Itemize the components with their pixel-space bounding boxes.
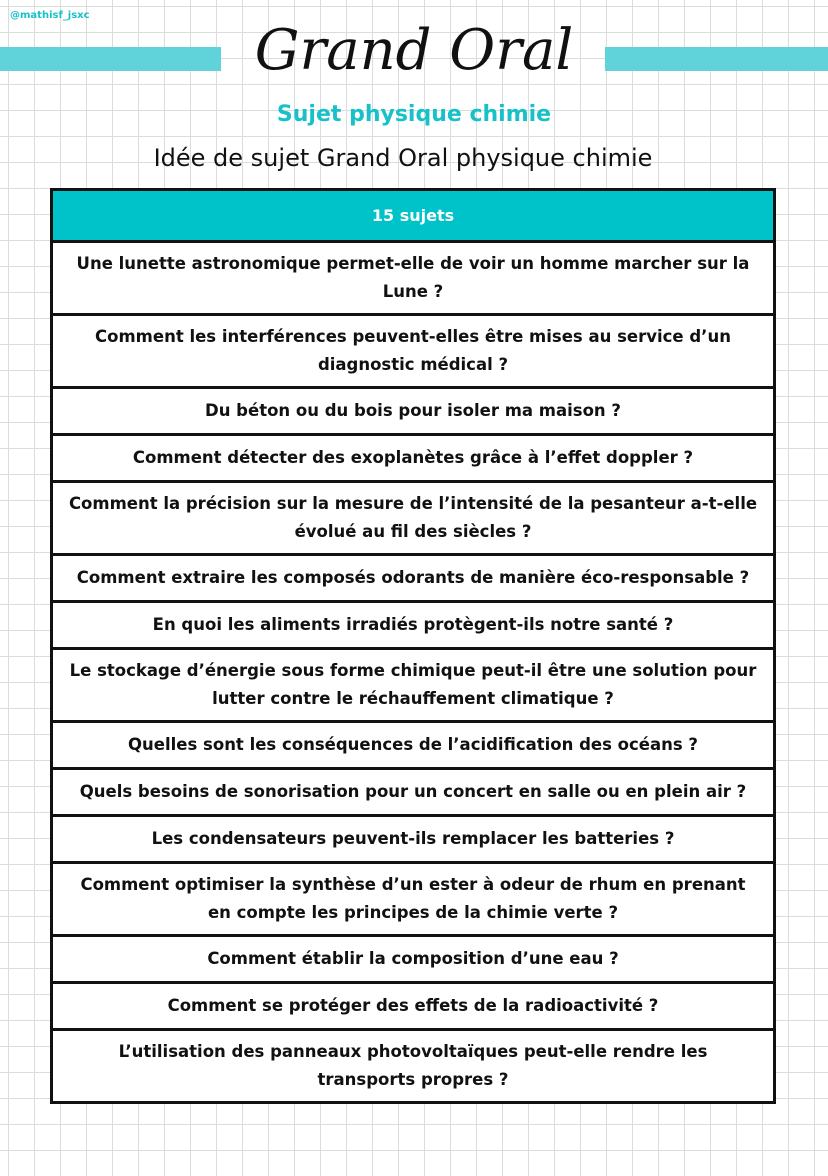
- subject-cell: Quels besoins de sonorisation pour un concert en salle ou en plein air ?: [52, 769, 775, 816]
- subject-cell: Le stockage d’énergie sous forme chimique peut-il être une solution pour lutter contre le réchauffement climatique ?: [52, 649, 775, 722]
- table-row: [52, 388, 775, 435]
- subject-cell: Les condensateurs peuvent-ils remplacer les batteries ?: [52, 816, 775, 863]
- table-row: [52, 816, 775, 863]
- table-row: [52, 769, 775, 816]
- author-handle: @mathisf_jsxc: [10, 10, 90, 21]
- subjects-table: [50, 188, 776, 1104]
- subject-cell: En quoi les aliments irradiés protègent-ils notre santé ?: [52, 602, 775, 649]
- table-row: [52, 983, 775, 1030]
- table-row: [52, 555, 775, 602]
- subject-cell: Comment la précision sur la mesure de l’intensité de la pesanteur a-t-elle évolué au fil des siècles ?: [52, 482, 775, 555]
- table-row: [52, 649, 775, 722]
- subject-cell: Comment les interférences peuvent-elles être mises au service d’un diagnostic médical ?: [52, 315, 775, 388]
- subject-cell: Comment se protéger des effets de la radioactivité ?: [52, 983, 775, 1030]
- table-row: [52, 722, 775, 769]
- subject-cell: Quelles sont les conséquences de l’acidification des océans ?: [52, 722, 775, 769]
- page-title: Grand Oral: [254, 18, 574, 83]
- table-row: [52, 1030, 775, 1103]
- subject-cell: Comment extraire les composés odorants de manière éco-responsable ?: [52, 555, 775, 602]
- table-row: [52, 315, 775, 388]
- subtitle: Sujet physique chimie: [276, 102, 552, 127]
- subject-cell: L’utilisation des panneaux photovoltaïques peut-elle rendre les transports propres ?: [52, 1030, 775, 1103]
- table-row: [52, 482, 775, 555]
- table-row: [52, 863, 775, 936]
- subject-cell: Comment détecter des exoplanètes grâce à l’effet doppler ?: [52, 435, 775, 482]
- subject-cell: Du béton ou du bois pour isoler ma maison ?: [52, 388, 775, 435]
- table-row: [52, 936, 775, 983]
- subject-cell: Comment établir la composition d’une eau ?: [52, 936, 775, 983]
- subject-cell: Comment optimiser la synthèse d’un ester à odeur de rhum en prenant en compte les principes de la chimie verte ?: [52, 863, 775, 936]
- table-header: 15 sujets: [52, 190, 775, 242]
- subject-cell: Une lunette astronomique permet-elle de voir un homme marcher sur la Lune ?: [52, 242, 775, 315]
- table-row: [52, 242, 775, 315]
- table-row: [52, 435, 775, 482]
- table-row: [52, 602, 775, 649]
- description: Idée de sujet Grand Oral physique chimie: [153, 144, 653, 172]
